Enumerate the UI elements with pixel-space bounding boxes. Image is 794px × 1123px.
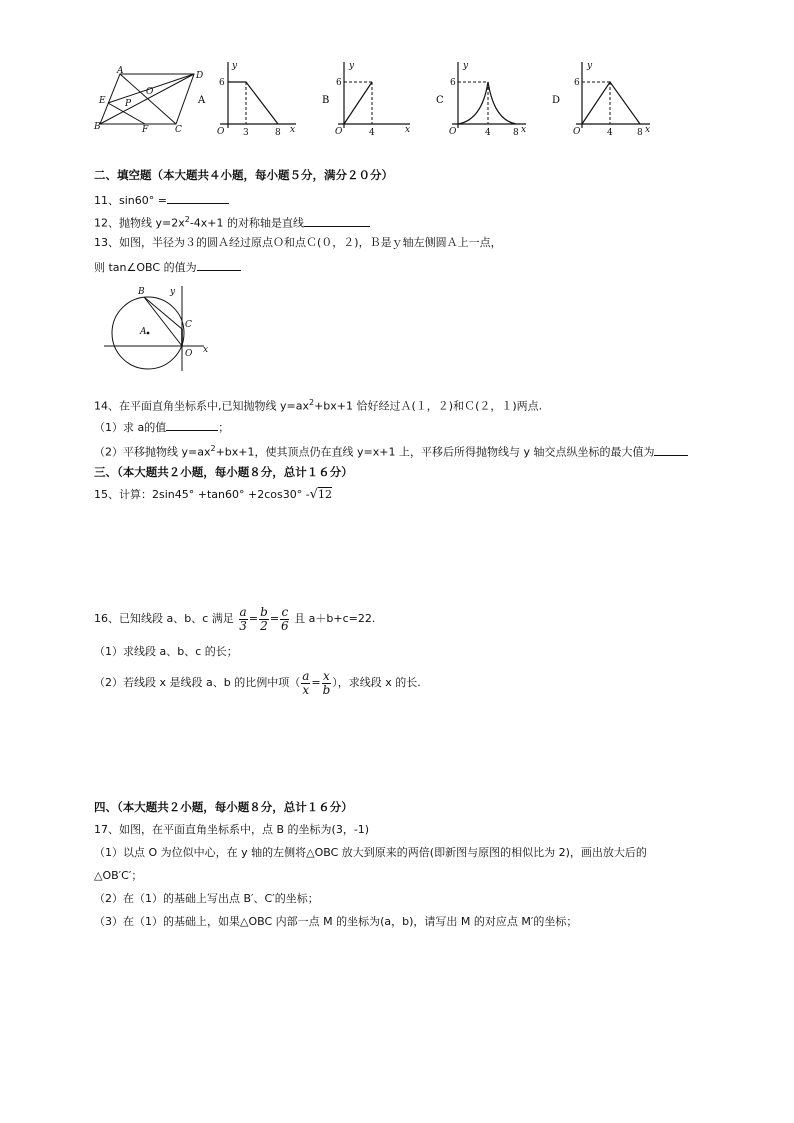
section-heading-fill-in: 二、填空题（本大题共４小题，每小题５分，满分２０分） <box>94 168 393 182</box>
x-tick: 4 <box>369 128 375 138</box>
answer-blank <box>167 192 229 204</box>
question-17-part1: （1）以点 O 为位似中心，在 y 轴的左侧将△OBC 放大到原来的两倍(即新图与原图的相似比为 2)，画出放大后的 <box>94 846 647 859</box>
label-B: B <box>138 287 145 297</box>
q16-text-cont: 且 a＋b+c=22. <box>294 612 376 625</box>
origin-label: O <box>573 127 581 137</box>
q13-text: 则 tan∠OBC 的值为 <box>94 261 197 274</box>
y-axis-label: y <box>463 61 469 71</box>
label-E: E <box>99 96 106 106</box>
section-heading-4: 四、（本大题共２小题，每小题８分，总计１６分） <box>94 800 353 814</box>
q15-text: 15、计算：2sin45° +tan60° +2cos30° - <box>94 488 310 501</box>
circle-figure <box>100 283 215 373</box>
section-heading-3: 三、（本大题共２小题，每小题８分，总计１６分） <box>94 465 353 479</box>
question-17-part1-cont: △OB′C′； <box>94 869 143 882</box>
y-tick: 6 <box>574 78 580 88</box>
origin-label: O <box>449 127 457 137</box>
label-O: O <box>146 87 154 97</box>
answer-blank <box>197 259 241 271</box>
question-17-part2: （2）在（1）的基础上写出点 B′、C′的坐标； <box>94 892 319 905</box>
y-axis-label: y <box>349 61 355 71</box>
label-F: F <box>142 125 149 135</box>
x-tick: 8 <box>275 128 281 138</box>
graph-option-c <box>434 58 534 138</box>
q14-text-cont: +bx+1 恰好经过Ａ(１，２)和Ｃ(２，１)两点. <box>314 399 543 413</box>
graph-option-d <box>550 58 660 138</box>
q14-p2-text-cont: +bx+1，使其顶点仍在直线 y=x+1 上，平移后所得抛物线与 y 轴交点纵坐标的最大值为 <box>215 445 655 459</box>
graph-option-b <box>320 58 420 138</box>
fraction: $\frac{a}{3}$ <box>239 604 247 633</box>
q14-p1-end: ； <box>218 421 230 434</box>
graph-option-a <box>196 58 306 138</box>
question-15 <box>94 488 332 502</box>
x-tick: 4 <box>607 128 613 138</box>
x-axis-label: x <box>405 125 411 135</box>
question-17-part3: （3）在（1）的基础上，如果△OBC 内部一点 M 的坐标为(a，b)，请写出 M 的对应点 M′的坐标； <box>94 915 578 928</box>
label-C: C <box>175 125 182 135</box>
question-14 <box>94 396 542 414</box>
fraction: $\frac{x}{b}$ <box>322 668 331 697</box>
y-axis-label: y <box>232 61 238 71</box>
equals: = <box>269 612 280 625</box>
option-label-d: D <box>552 95 561 106</box>
y-axis-label: y <box>587 61 593 71</box>
exponent: 2 <box>210 444 216 453</box>
x-tick: 8 <box>513 128 519 138</box>
y-tick: 6 <box>336 78 342 88</box>
label-A: A <box>140 327 147 337</box>
question-13-line1: 13、如图，半径为３的圆Ａ经过原点Ｏ和点Ｃ(０，２)，Ｂ是ｙ轴左侧圆Ａ上一点， <box>94 236 502 249</box>
origin-label: O <box>217 127 225 137</box>
answer-blank <box>654 444 688 456</box>
q14-text: 14、在平面直角坐标系中,已知抛物线 y=ax <box>94 399 309 413</box>
fraction: $\frac{c}{6}$ <box>281 604 289 633</box>
sqrt-sign: √ <box>309 487 318 502</box>
equals: = <box>248 612 259 625</box>
label-P: P <box>125 99 132 109</box>
parallelogram-figure <box>92 66 207 136</box>
fraction: $\frac{b}{2}$ <box>260 604 268 633</box>
x-axis-label: x <box>203 345 209 355</box>
x-axis-label: x <box>521 125 527 135</box>
label-B: B <box>94 122 101 132</box>
radicand: 12 <box>317 488 332 501</box>
question-16-part2 <box>94 668 421 698</box>
equals: = <box>311 676 321 689</box>
q16-text: 16、已知线段 a、b、c 满足 <box>94 612 234 625</box>
y-axis-label: y <box>170 287 176 297</box>
q16-p2-text: （2）若线段 x 是线段 a、b 的比例中项（ <box>94 676 301 689</box>
label-C: C <box>185 320 192 330</box>
q16-p2-text-cont: ），求线段 x 的长. <box>332 676 421 689</box>
option-label-b: B <box>322 95 330 106</box>
fraction: $\frac{a}{x}$ <box>302 668 310 697</box>
q11-text: 11、sin60° = <box>94 194 167 207</box>
question-17-line1: 17、如图，在平面直角坐标系中，点 B 的坐标为(3，-1) <box>94 823 370 836</box>
q12-text: 12、抛物线 y=2x <box>94 216 185 230</box>
question-14-part1 <box>94 419 229 435</box>
origin-label: O <box>335 127 343 137</box>
x-tick: 3 <box>243 128 249 138</box>
y-tick: 6 <box>219 78 225 88</box>
question-13-line2 <box>94 259 241 275</box>
question-16-part1: （1）求线段 a、b、c 的长； <box>94 645 238 658</box>
option-label-c: C <box>436 95 444 106</box>
question-12 <box>94 213 370 231</box>
x-axis-label: x <box>290 125 296 135</box>
label-D: D <box>196 71 204 81</box>
origin-label: O <box>185 349 193 359</box>
x-tick: 8 <box>637 128 643 138</box>
q12-text-cont: -4x+1 的对称轴是直线 <box>189 216 305 230</box>
x-axis-label: x <box>645 125 651 135</box>
q14-p1-text: （1）求 a的值 <box>94 421 167 434</box>
answer-blank <box>166 419 218 431</box>
question-14-part2 <box>94 442 688 460</box>
answer-blank <box>304 215 370 227</box>
question-11 <box>94 192 229 208</box>
exponent: 2 <box>308 398 315 407</box>
option-label-a: A <box>198 95 206 106</box>
q14-p2-text: （2）平移抛物线 y=ax <box>94 445 211 459</box>
label-A: A <box>117 66 124 76</box>
x-tick: 4 <box>485 128 491 138</box>
y-tick: 6 <box>450 78 456 88</box>
exponent: 2 <box>184 215 190 224</box>
question-16 <box>94 604 375 634</box>
